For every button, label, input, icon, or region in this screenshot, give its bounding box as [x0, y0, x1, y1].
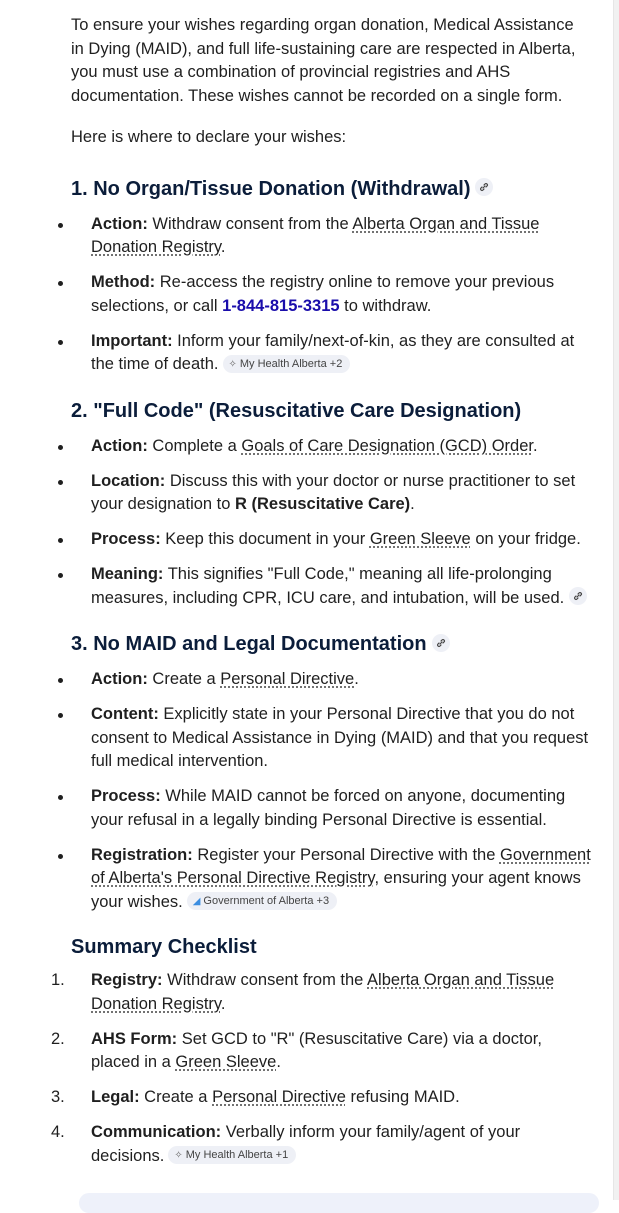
list-item: Action: Withdraw consent from the Alberta Organ and Tissue Donation Registry. — [71, 213, 591, 260]
section-heading-no-maid: 3. No MAID and Legal Documentation — [71, 631, 591, 657]
organ-donation-list — [71, 213, 591, 377]
list-item: Process: While MAID cannot be forced on anyone, documenting your refusal in a legally binding Personal Directive is essential. — [71, 785, 591, 832]
list-item: 3. Legal: Create a Personal Directive refusing MAID. — [51, 1088, 460, 1106]
green-sleeve-link[interactable]: Green Sleeve — [369, 530, 471, 548]
list-item: Location: Discuss this with your doctor or nurse practitioner to set your designation to R (Resuscitative Care). — [71, 470, 591, 517]
next-card-edge — [79, 1193, 599, 1213]
list-item: Important: Inform your family/next-of-kin, as they are consulted at the time of death. ✧ My Health Alberta +2 — [71, 330, 591, 377]
summary-heading: Summary Checklist — [71, 936, 257, 958]
link-icon[interactable] — [475, 178, 493, 196]
organ-registry-link[interactable]: Alberta Organ and Tissue Donation Registry — [91, 971, 555, 1013]
list-item: 1. Registry: Withdraw consent from the Alberta Organ and Tissue Donation Registry. — [51, 971, 555, 1013]
sparkle-search-icon: ✧ — [228, 358, 237, 370]
list-item: Action: Create a Personal Directive. — [71, 668, 591, 692]
personal-directive-link[interactable]: Personal Directive — [212, 1088, 346, 1106]
lead-text: Here is where to declare your wishes: — [71, 128, 347, 146]
gcd-order-link[interactable]: Goals of Care Designation (GCD) Order — [241, 436, 533, 455]
section-heading-full-code: 2. "Full Code" (Resuscitative Care Designation) — [71, 399, 522, 422]
directive-registry-link[interactable]: Government of Alberta's Personal Directive Registry — [91, 845, 591, 887]
source-chip[interactable]: ◢ Government of Alberta +3 — [187, 892, 337, 910]
source-chip[interactable]: ✧ My Health Alberta +1 — [168, 1146, 296, 1164]
no-maid-list — [71, 668, 591, 914]
list-item: 2. AHS Form: Set GCD to "R" (Resuscitative Care) via a doctor, placed in a Green Sleeve. — [51, 1029, 542, 1071]
organ-registry-link[interactable]: Alberta Organ and Tissue Donation Registry — [91, 214, 540, 256]
list-item: Process: Keep this document in your Green Sleeve on your fridge. — [71, 528, 591, 552]
scrollbar-track[interactable] — [613, 0, 619, 1200]
full-code-list — [71, 435, 591, 611]
sparkle-search-icon: ✧ — [174, 1150, 183, 1162]
section-heading-organ-donation: 1. No Organ/Tissue Donation (Withdrawal) — [71, 176, 591, 202]
summary-list — [51, 969, 591, 1168]
list-item: 4. Communication: Verbally inform your family/agent of your decisions. ✧ My Health Alberta +1 — [51, 1123, 521, 1165]
list-item: Meaning: This signifies "Full Code," meaning all life-prolonging measures, including CPR, ICU care, and intubation, will be used. — [71, 563, 591, 610]
list-item: Registration: Register your Personal Directive with the Government of Alberta's Personal Directive Registry, ensuring your agent knows your wishes. ◢ Government of Alberta +3 — [71, 844, 591, 915]
link-icon[interactable] — [569, 587, 587, 605]
list-item: Action: Complete a Goals of Care Designation (GCD) Order. — [71, 435, 591, 459]
response-content — [51, 14, 591, 1180]
phone-link[interactable]: 1-844-815-3315 — [222, 296, 340, 315]
link-icon[interactable] — [432, 634, 450, 652]
government-logo-icon: ◢ — [192, 896, 201, 908]
green-sleeve-link[interactable]: Green Sleeve — [175, 1053, 277, 1071]
list-item: Content: Explicitly state in your Personal Directive that you do not consent to Medical Assistance in Dying (MAID) and that you request full medical intervention. — [71, 703, 591, 774]
intro-paragraph: To ensure your wishes regarding organ donation, Medical Assistance in Dying (MAID), and full life-sustaining care are respected in Alberta, you must use a combination of provincial registries and AHS documentation. These wishes cannot be recorded on a single form. — [71, 16, 576, 105]
source-chip[interactable]: ✧ My Health Alberta +2 — [223, 355, 351, 373]
personal-directive-link[interactable]: Personal Directive — [220, 670, 355, 688]
list-item: Method: Re-access the registry online to remove your previous selections, or call 1-844-815-3315 to withdraw. — [71, 271, 591, 318]
